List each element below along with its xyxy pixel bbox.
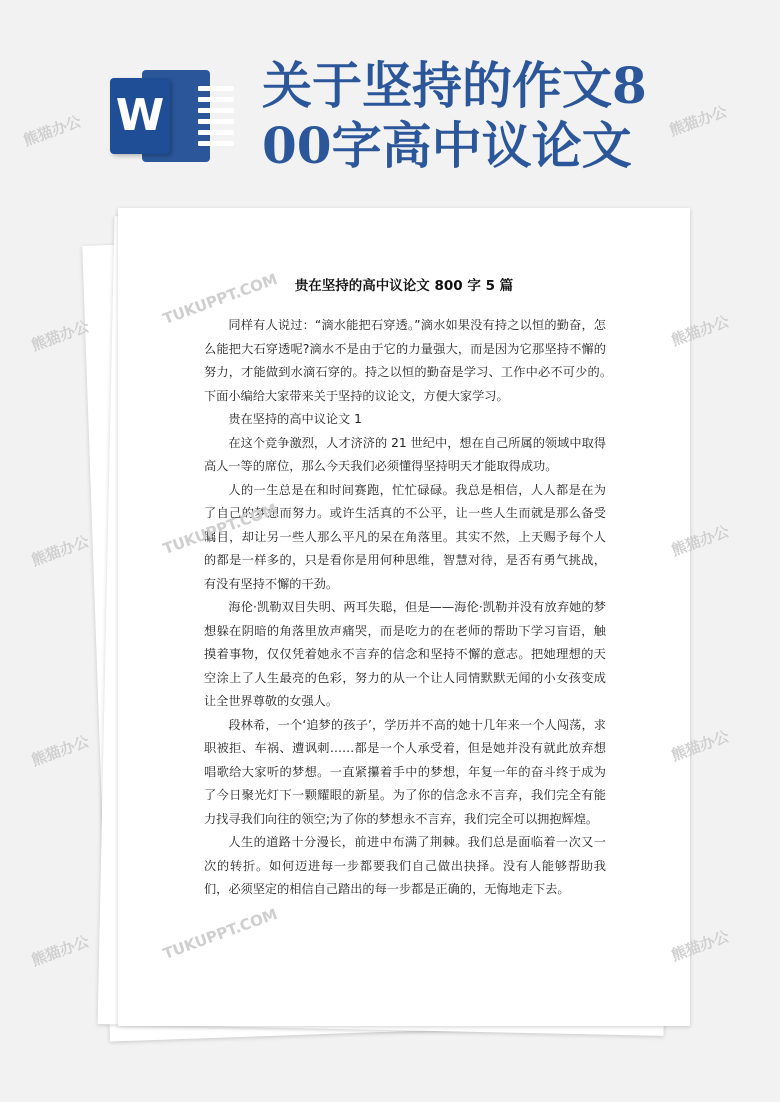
paragraph: 人生的道路十分漫长，前进中布满了荆棘。我们总是面临着一次又一次的转折。如何迈进每一步都要我们自己做出抉择。没有人能够帮助我们，必须坚定的相信自己踏出的每一步都是正确的，无悔地走下去。 [204,835,606,896]
watermark: 熊猫办公 [28,732,92,770]
word-icon-front [110,78,170,154]
document-body [204,314,619,902]
watermark: 熊猫办公 [28,932,92,970]
watermark: 熊猫办公 [668,522,732,560]
watermark: TUKUPPT.COM [160,269,280,329]
page-title: 关于坚持的作文800字高中议论文 [262,56,647,175]
paragraph-intro: 同样有人说过：“滴水能把石穿透。”滴水如果没有持之以恒的勤奋，怎么能把大石穿透呢?滴水不是由于它的力量强大，而是因为它那坚持不懈的努力，才能做到水滴石穿的。持之以恒的勤奋是学习、工作中必不可少的。 下面小编给大家带来关于坚持的议论文，方便大家学习。 [204,318,619,403]
document-title: 贵在坚持的高中议论文 800 字 5 篇 [294,278,514,294]
word-app-icon [110,70,210,162]
section-heading: 贵在坚持的高中议论文 1 [228,412,362,426]
document-page [118,208,690,1026]
paragraph: 海伦·凯勒双目失明、两耳失聪，但是——海伦·凯勒并没有放弃她的梦想躲在阴暗的角落里放声痛哭，而是吃力的在老师的帮助下学习盲语，触摸着事物，仅仅凭着她永不言弃的信念和坚持不懈的意志。把她理想的天空涂上了人生最亮的色彩，努力的从一个让人同情默默无闻的小女孩变成让全世界尊敬的女强人。 [204,600,606,708]
watermark: 熊猫办公 [20,112,84,150]
word-icon-lines [198,86,234,152]
watermark: 熊猫办公 [28,532,92,570]
watermark: TUKUPPT.COM [160,904,280,964]
watermark: 熊猫办公 [668,727,732,765]
watermark: 熊猫办公 [666,102,730,140]
paragraph: 人的一生总是在和时间赛跑，忙忙碌碌。我总是相信，人人都是在为了自己的梦想而努力。或许生活真的不公平，让一些人生而就是那么备受瞩目，却让另一些人那么平凡的呆在角落里。其实不然，上天赐予每个人的都是一样多的，只是看你是用何种思维，智慧对待，是否有勇气挑战，有没有坚持不懈的干劲。 [204,482,606,591]
paragraph: 在这个竞争激烈，人才济济的 21 世纪中，想在自己所属的领域中取得高人一等的席位，那么今天我们必须懂得坚持明天才能取得成功。 [204,435,606,473]
word-icon-letter: W [115,90,165,141]
watermark: TUKUPPT.COM [160,499,280,559]
paragraph: 段林希，一个‘追梦的孩子’，学历并不高的她十几年来一个人闯荡，求职被拒、车祸、遭讽刺……都是一个人承受着，但是她并没有就此放弃想唱歌给大家听的梦想。一直紧攥着手中的梦想，年复一年的奋斗终于成为了今日聚光灯下一颗耀眼的新星。为了你的信念永不言弃，我们完全有能力找寻我们向往的领空;为了你的梦想永不言弃，我们完全可以拥抱辉煌。 [204,717,606,826]
watermark: 熊猫办公 [28,317,92,355]
watermark: 熊猫办公 [668,927,732,965]
watermark: 熊猫办公 [668,312,732,350]
